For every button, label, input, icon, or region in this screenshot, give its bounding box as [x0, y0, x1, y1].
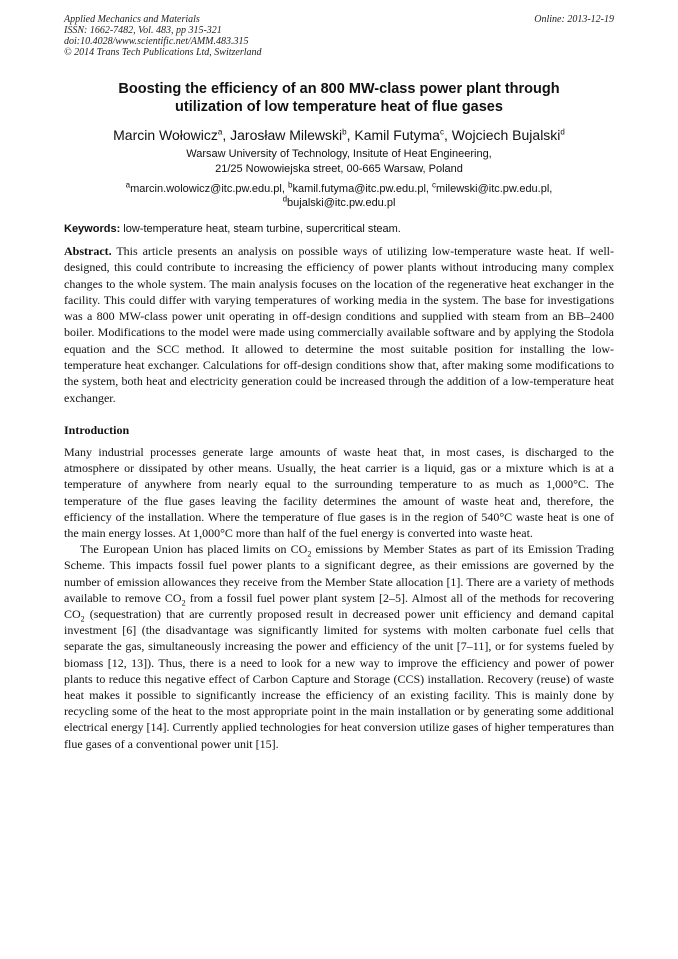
author-separator: ,: [443, 127, 452, 143]
intro-p2-part-c: from a fossil fuel power plant system [2–5]. Almost all of the methods for recovering CO: [64, 590, 614, 621]
email-line-2: [64, 196, 614, 210]
author-list: [64, 126, 614, 144]
affiliation-line-1: Warsaw University of Technology, Insitute of Heat Engineering,: [186, 148, 492, 160]
intro-paragraph-2: [64, 541, 614, 752]
email-mark: c: [432, 180, 437, 190]
email-mark: a: [125, 180, 131, 190]
email-mark: d: [282, 194, 288, 204]
intro-paragraph-1: Many industrial processes generate large amounts of waste heat that, in most cases, is discharged to the atmosphere or dissipated by other means. Usually, the heat carrier is a liquid, gas or a mixture which is at a temperature of anywhere from nearly equal to the surrounding temperature to as much as 1,000°C. The temperature of the flue gases leaving the facility determines the amount of waste heat and, therefore, the efficiency of the installation. Where the temperature of flue gases is in the region of 540°C waste heat is one of the main energy losses. At 1,000°C more than half of the fuel energy is converted into waste heat.: [64, 444, 614, 540]
author-mark: c: [439, 127, 444, 137]
email-separator: ,: [425, 183, 433, 195]
email-separator: ,: [549, 183, 553, 195]
affiliation-line-2: 21/25 Nowowiejska street, 00-665 Warsaw, Poland: [215, 163, 463, 175]
abstract-text: This article presents an analysis on possible ways of utilizing low-temperature waste heat. If well-designed, this could contribute to increasing the efficiency of power plants without introducing many complex changes to the whole system. The main analysis focuses on the location of the regenerative heat exchanger in the facility. This could differ with varying temperatures of working media in the system. The base for investigations was a 800 MW-class power unit operating in off-design conditions and supplied with steam from an BB–2400 boiler. Modifications to the model were made using commercially available software and by applying the Stodola equation and the SCC method. It allowed to determine the most suitable position for installing the low-temperature heat exchanger. Calculations for off-design conditions show that, after making some modifications to the system, both heat and electricity generation could be increased through the addition of a low-temperature heat exchanger.: [64, 244, 614, 405]
affiliation: [64, 147, 614, 177]
author-separator: ,: [346, 127, 355, 143]
intro-p2-part-b: emissions by Member States as part of its Emission Trading Scheme. This impacts fossil fuel power plants to a significant degree, as their emissions are governed by the number of emission allowances they receive from the Member State allocation [1]. There are a variety of methods available to remove CO: [64, 542, 614, 605]
section-heading-introduction: Introduction: [64, 422, 130, 437]
abstract-label: Abstract.: [64, 244, 112, 258]
intro-p2-part-a: The European Union has placed limits on CO: [80, 542, 308, 557]
keywords-text: low-temperature heat, steam turbine, supercritical steam.: [120, 223, 401, 235]
issn-line: ISSN: 1662-7482, Vol. 483, pp 315-321: [64, 25, 222, 36]
title-line-2: utilization of low temperature heat of flue gases: [175, 99, 503, 115]
email-address[interactable]: kamil.futyma@itc.pw.edu.pl: [292, 183, 426, 195]
abstract: [64, 243, 614, 406]
author-mark: a: [217, 127, 223, 137]
doi-line: doi:10.4028/www.scientific.net/AMM.483.315: [64, 36, 249, 47]
co2-subscript: 2: [80, 614, 85, 624]
email-address[interactable]: bujalski@itc.pw.edu.pl: [287, 197, 396, 209]
keywords-label: Keywords:: [64, 223, 121, 235]
author-mark: d: [560, 127, 565, 137]
email-address[interactable]: marcin.wolowicz@itc.pw.edu.pl: [130, 183, 282, 195]
co2-subscript: 2: [181, 598, 186, 608]
author-name: Jarosław Milewski: [230, 127, 343, 143]
email-address[interactable]: milewski@itc.pw.edu.pl: [436, 183, 550, 195]
online-date: Online: 2013-12-19: [534, 14, 614, 25]
email-line-1: [64, 182, 614, 196]
email-mark: b: [288, 180, 293, 190]
keywords: [64, 222, 614, 237]
email-separator: ,: [281, 183, 288, 195]
author-name: Wojciech Bujalski: [451, 127, 561, 143]
paper-title: [64, 80, 614, 116]
copyright-line: © 2014 Trans Tech Publications Ltd, Switzerland: [64, 47, 262, 58]
author-separator: ,: [222, 127, 231, 143]
journal-header: [64, 14, 614, 58]
journal-name: Applied Mechanics and Materials: [64, 14, 200, 25]
author-mark: b: [342, 127, 347, 137]
paper-page: [64, 14, 614, 752]
author-name: Marcin Wołowicz: [113, 127, 218, 143]
co2-subscript: 2: [307, 549, 312, 559]
email-list: [64, 182, 614, 210]
title-line-1: Boosting the efficiency of an 800 MW-class power plant through: [118, 81, 560, 97]
intro-p2-part-d: (sequestration) that are currently proposed result in decreased power unit efficiency and demand capital investment [6] (the disadvantage was significantly limited for systems with molten carbonate fuel cells that separate the gas, simultaneously increasing the power and efficiency of the unit [7–11], or for systems fueled by biomass [12, 13]). Thus, there is a need to look for a new way to improve the efficiency and power of power plants to reduce this negative effect of Carbon Capture and Storage (CCS) installation. Recovery (reuse) of waste heat makes it possible to significantly increase the efficiency of an existing facility. This is mainly done by recycling some of the heat to the most appropriate point in the main installation or by generating some additional electrical energy [14]. Currently applied technologies for heat conversion utilize gases of higher temperatures than flue gases of a conventional power unit [15].: [64, 607, 614, 751]
author-name: Kamil Futyma: [354, 127, 440, 143]
